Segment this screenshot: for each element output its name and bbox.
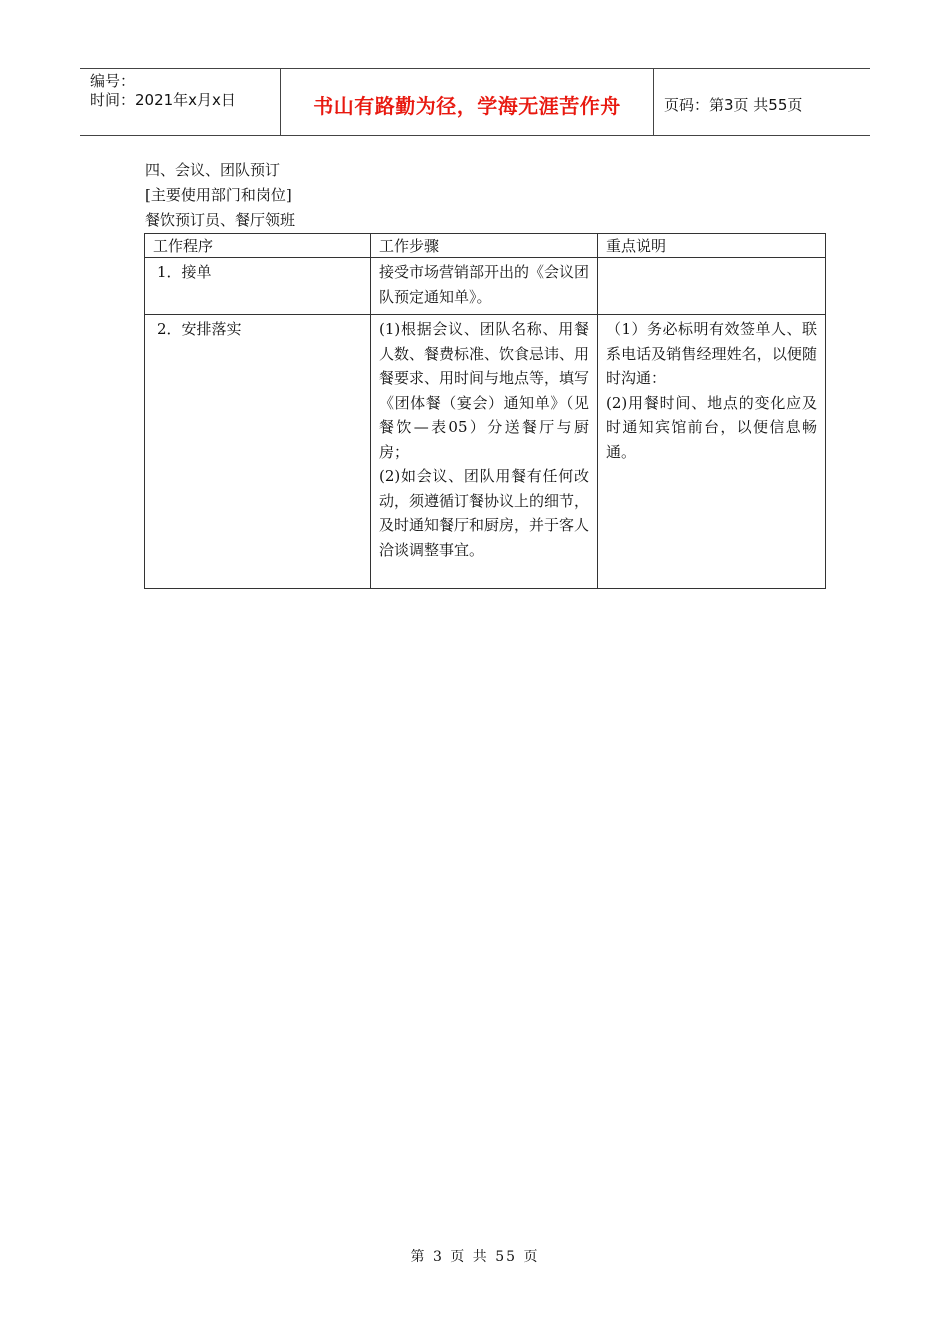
note-text: （1）务必标明有效签单人、联系电话及销售经理姓名，以便随时沟通： xyxy=(606,320,817,387)
header-meta xyxy=(80,69,281,135)
note-text: (2)用餐时间、地点的变化应及时通知宾馆前台，以便信息畅通。 xyxy=(606,393,817,461)
table-row xyxy=(145,258,826,315)
header-motto-cell xyxy=(281,69,654,135)
column-header-procedure: 工作程序 xyxy=(145,234,371,258)
step-text: 接受市场营销部开出的《会议团队预定通知单》。 xyxy=(379,263,590,306)
column-header-notes: 重点说明 xyxy=(598,234,826,258)
header-page-info-cell xyxy=(654,69,870,135)
step-text: (1)根据会议、团队名称、用餐人数、餐费标准、饮食忌讳、用餐要求、用时间与地点等，填写《团体餐（宴会）通知单》（见餐饮—表05）分送餐厅与厨房； xyxy=(379,320,590,461)
dept-heading: [主要使用部门和岗位] xyxy=(145,186,292,204)
header-motto: 书山有路勤为径，学海无涯苦作舟 xyxy=(313,93,621,118)
page-footer: 第 3 页 共 55 页 xyxy=(410,1249,540,1265)
page-header xyxy=(80,68,870,136)
steps-cell xyxy=(371,315,598,589)
notes-cell xyxy=(598,258,826,315)
dept-value: 餐饮预订员、餐厅领班 xyxy=(145,211,296,229)
procedure-cell: 2．安排落实 xyxy=(145,315,371,589)
table-header-row xyxy=(145,234,826,258)
step-text: (2)如会议、团队用餐有任何改动，须遵循订餐协议上的细节，及时通知餐厅和厨房，并于客人洽谈调整事宜。 xyxy=(379,467,590,559)
column-header-steps: 工作步骤 xyxy=(371,234,598,258)
section-title: 四、会议、团队预订 xyxy=(145,161,281,179)
procedure-cell: 1．接单 xyxy=(145,258,371,315)
section-intro xyxy=(145,158,295,233)
procedure-table xyxy=(144,233,826,589)
notes-cell xyxy=(598,315,826,589)
document-number-label: 编号： xyxy=(90,72,136,90)
header-page-info: 页码：第3页 共55页 xyxy=(664,95,803,114)
document-time-label: 时间：2021年x月x日 xyxy=(90,91,236,109)
steps-cell xyxy=(371,258,598,315)
table-row xyxy=(145,315,826,589)
